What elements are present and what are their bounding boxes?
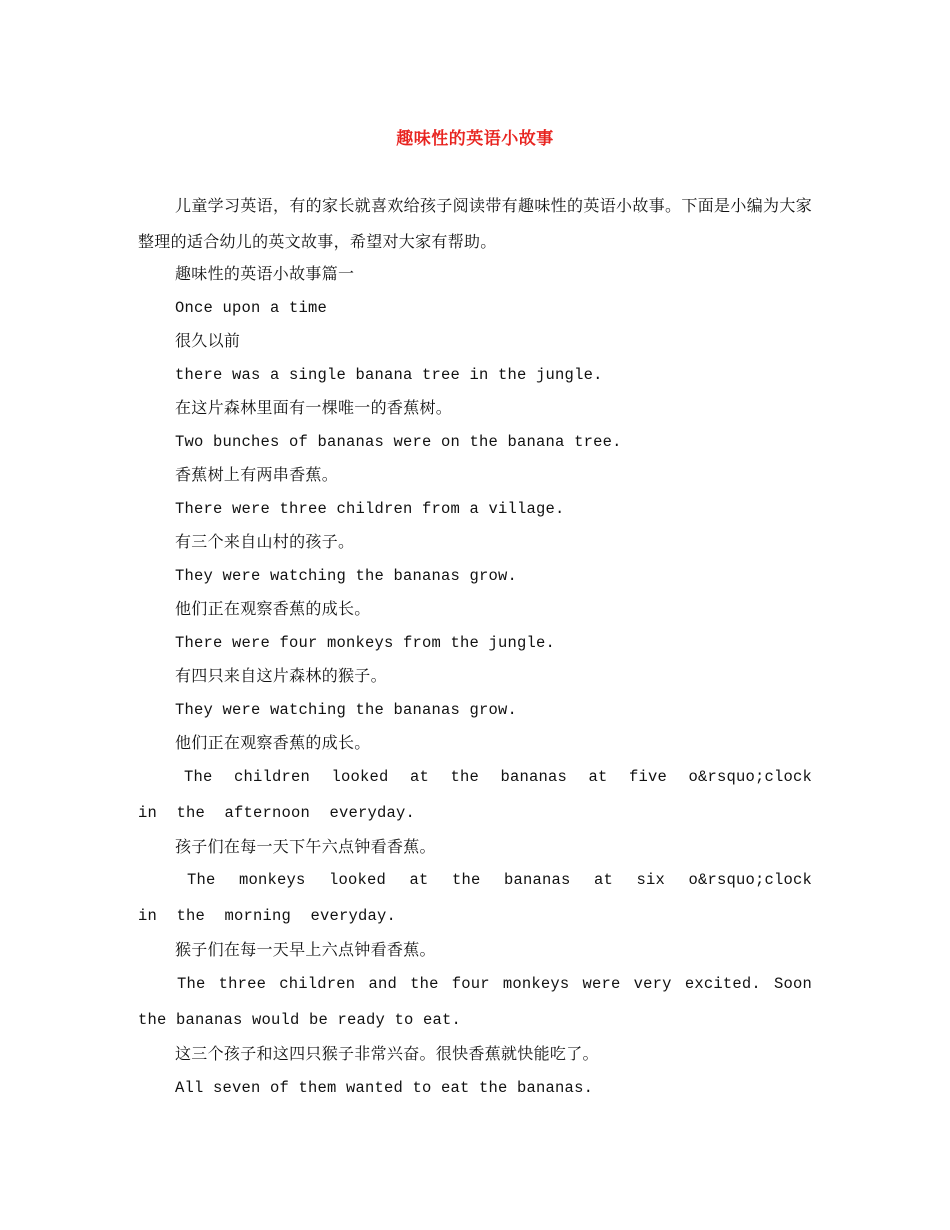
- english-line: there was a single banana tree in the jungle.: [175, 366, 603, 384]
- english-line: They were watching the bananas grow.: [175, 701, 518, 719]
- english-line: All seven of them wanted to eat the bananas.: [175, 1079, 594, 1097]
- english-line: Two bunches of bananas were on the banana tree.: [175, 433, 622, 451]
- chinese-line: 他们正在观察香蕉的成长。: [175, 599, 371, 618]
- english-line: There were four monkeys from the jungle.: [175, 634, 556, 652]
- chinese-line: 有三个来自山村的孩子。: [175, 532, 355, 551]
- english-line: The monkeys looked at the bananas at six o&rsquo;clock in the morning everyday.: [138, 871, 812, 925]
- chinese-line: 很久以前: [175, 331, 241, 350]
- page-title: 趣味性的英语小故事: [396, 129, 554, 149]
- chinese-line: 在这片森林里面有一棵唯一的香蕉树。: [175, 398, 453, 417]
- chinese-line: 猴子们在每一天早上六点钟看香蕉。: [175, 940, 436, 959]
- english-line: They were watching the bananas grow.: [175, 567, 518, 585]
- english-line: The children looked at the bananas at five o&rsquo;clock in the afternoon everyday.: [138, 768, 812, 822]
- chinese-line: 香蕉树上有两串香蕉。: [175, 465, 339, 484]
- chinese-line: 他们正在观察香蕉的成长。: [175, 733, 371, 752]
- english-line: There were three children from a village.: [175, 500, 565, 518]
- chinese-line: 这三个孩子和这四只猴子非常兴奋。很快香蕉就快能吃了。: [175, 1044, 599, 1063]
- english-line: The three children and the four monkeys were very excited. Soon the bananas would be ready to eat.: [138, 975, 812, 1029]
- section-heading: 趣味性的英语小故事篇一: [175, 264, 355, 283]
- english-line: Once upon a time: [175, 299, 328, 317]
- chinese-line: 孩子们在每一天下午六点钟看香蕉。: [175, 837, 436, 856]
- intro-paragraph: 儿童学习英语，有的家长就喜欢给孩子阅读带有趣味性的英语小故事。下面是小编为大家整理的适合幼儿的英文故事，希望对大家有帮助。: [138, 196, 812, 251]
- chinese-line: 有四只来自这片森林的猴子。: [175, 666, 387, 685]
